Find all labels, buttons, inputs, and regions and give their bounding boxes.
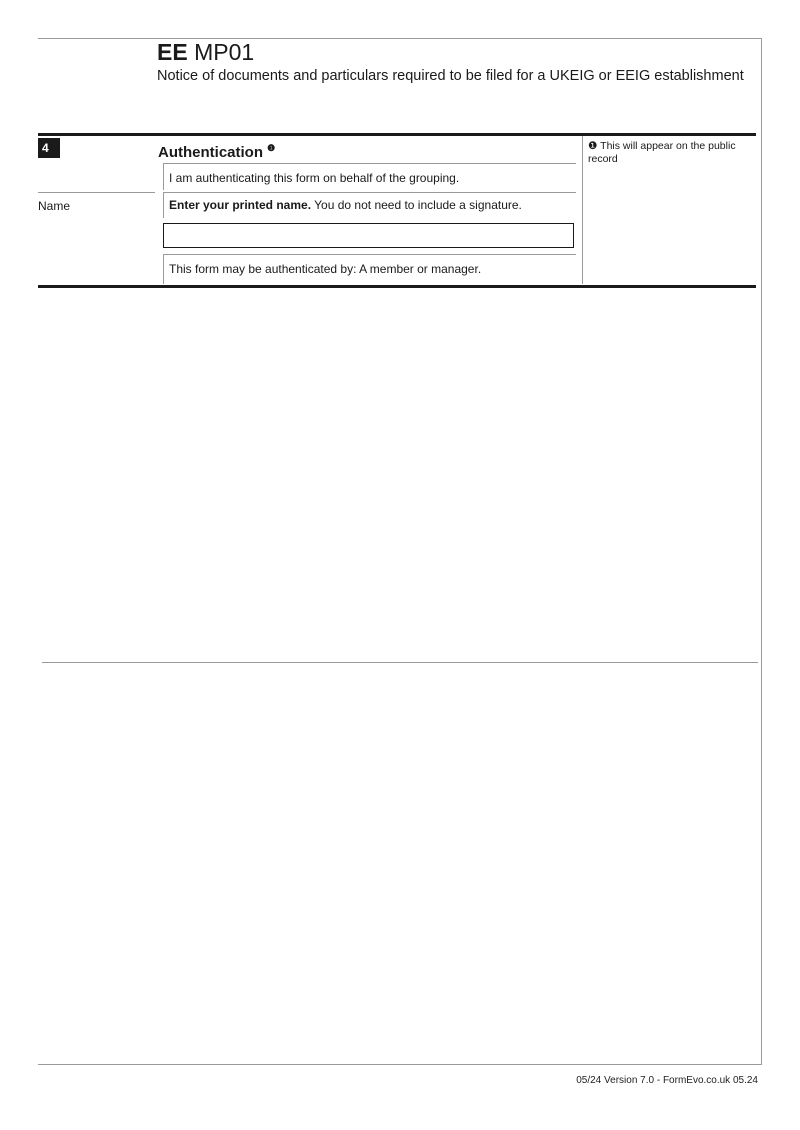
footer-version: 05/24 Version 7.0 - FormEvo.co.uk 05.24 <box>576 1075 758 1086</box>
note-column-divider <box>582 136 583 284</box>
public-record-note: ❶ This will appear on the public record <box>588 140 736 165</box>
authenticating-statement: I am authenticating this form on behalf of the grouping. <box>169 171 460 185</box>
authenticated-by-rule <box>163 254 576 255</box>
section-bottom-rule <box>38 285 756 288</box>
mid-page-rule <box>42 662 758 663</box>
footer-rule <box>38 1064 762 1065</box>
authenticated-by-text: This form may be authenticated by: A member or manager. <box>169 262 482 276</box>
page-right-border <box>761 38 762 1065</box>
section-title: Authentication $^❶$ <box>158 143 276 161</box>
name-row-rule <box>163 192 576 193</box>
statement-left-rule <box>163 163 164 190</box>
top-rule <box>38 38 762 39</box>
authenticated-by-left-rule <box>163 254 164 284</box>
section-top-rule <box>38 133 756 136</box>
name-instruction-left-rule <box>163 192 164 218</box>
name-instruction: Enter your printed name. You do not need to include a signature. <box>169 198 522 212</box>
name-row-rule-left <box>38 192 155 193</box>
form-subtitle: Notice of documents and particulars required to be filed for a UKEIG or EEIG establishment <box>157 68 744 84</box>
section-number: 4 <box>38 138 60 158</box>
info-icon: ❶ <box>588 140 598 152</box>
name-label: Name <box>38 199 71 213</box>
info-icon: ❶ <box>267 143 276 153</box>
form-code: EE MP01 <box>157 39 255 65</box>
name-field[interactable] <box>163 223 574 248</box>
statement-top-rule <box>163 163 576 164</box>
